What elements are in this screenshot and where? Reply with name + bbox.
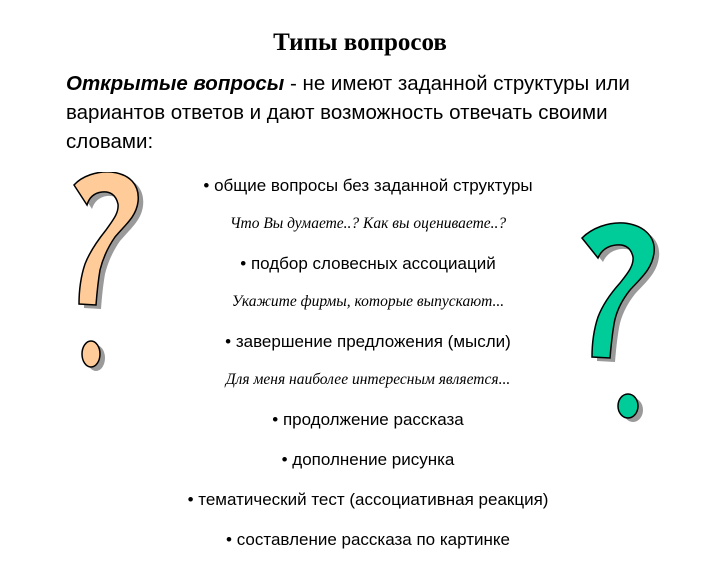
list-item: • завершение предложения (мысли) <box>130 325 606 365</box>
example-text: Что Вы думаете..? Как вы оцениваете..? <box>229 215 507 232</box>
list-item: • общие вопросы без заданной структуры <box>130 169 606 209</box>
example-text: Для меня наиболее интересным является... <box>225 371 511 388</box>
question-mark-icon <box>68 172 148 384</box>
intro-term: Открытые вопросы <box>66 72 285 95</box>
question-types-list <box>130 169 606 563</box>
list-item: • составление рассказа по картинке <box>130 523 606 563</box>
question-mark-icon <box>575 222 665 432</box>
intro-paragraph <box>66 69 676 156</box>
list-item: • продолжение рассказа <box>130 403 606 443</box>
slide-title: Типы вопросов <box>273 29 447 56</box>
intro-text: - не имеют заданной структуры или вариантов ответов и дают возможность отвечать своими словами: <box>66 72 630 153</box>
example-text: Укажите фирмы, которые выпускают... <box>231 293 505 310</box>
list-item: • дополнение рисунка <box>130 443 606 483</box>
list-item: • тематический тест (ассоциативная реакция) <box>130 483 606 523</box>
list-item: • подбор словесных ассоциаций <box>130 247 606 287</box>
